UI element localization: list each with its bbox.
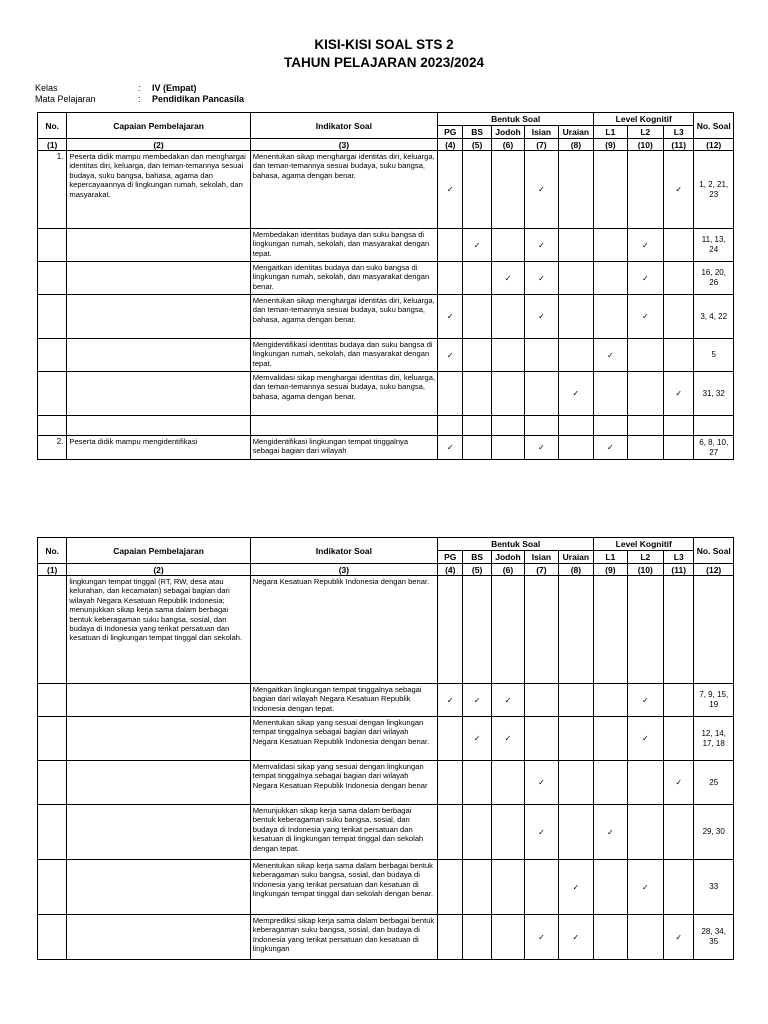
capaian-cell bbox=[67, 684, 250, 717]
kisi-table-page1 bbox=[37, 112, 734, 460]
check-icon: ✓ bbox=[438, 684, 463, 717]
mapel-label: Mata Pelajaran bbox=[35, 94, 96, 104]
table-row bbox=[38, 436, 734, 460]
empty-cell bbox=[491, 229, 524, 262]
col-num: (7) bbox=[525, 564, 558, 576]
capaian-cell: lingkungan tempat tinggal (RT, RW, desa atau kelurahan, dan kecamatan) sebagai bagian dari wilayah Negara Kesatuan Republik Indonesia; menunjukkan sikap kerja sama dalam berbagai bentuk keberagaman suku bangsa, sosial, dan budaya di Indonesia yang terikat persatuan dan kesatuan di lingkungan tempat tinggal dan sekolah. bbox=[67, 576, 250, 684]
table-row bbox=[38, 262, 734, 295]
empty-cell bbox=[558, 229, 594, 262]
header-l2: L2 bbox=[627, 126, 663, 139]
empty-cell bbox=[558, 262, 594, 295]
empty-cell bbox=[525, 576, 558, 684]
header-no-soal: No. Soal bbox=[694, 538, 734, 564]
empty-cell bbox=[558, 805, 594, 860]
empty-cell bbox=[438, 761, 463, 805]
empty-cell bbox=[594, 684, 627, 717]
col-num: (1) bbox=[38, 139, 67, 151]
row-number bbox=[38, 684, 67, 717]
capaian-cell: Peserta didik mampu mengidentifikasi bbox=[67, 436, 250, 460]
col-num: (3) bbox=[250, 139, 437, 151]
row-number bbox=[38, 229, 67, 262]
table-row bbox=[38, 684, 734, 717]
empty-cell bbox=[627, 805, 663, 860]
empty-cell bbox=[594, 860, 627, 915]
empty-cell bbox=[491, 416, 524, 436]
col-num: (8) bbox=[558, 139, 594, 151]
empty-cell bbox=[491, 436, 524, 460]
header-l3: L3 bbox=[664, 551, 694, 564]
kisi-table-page2 bbox=[37, 537, 734, 960]
col-num: (4) bbox=[438, 564, 463, 576]
capaian-cell bbox=[67, 860, 250, 915]
empty-cell bbox=[491, 339, 524, 372]
empty-cell bbox=[664, 262, 694, 295]
header-capaian: Capaian Pembelajaran bbox=[67, 538, 250, 564]
kelas-colon: : bbox=[138, 83, 141, 93]
table-row bbox=[38, 339, 734, 372]
check-icon: ✓ bbox=[558, 860, 594, 915]
col-num: (6) bbox=[491, 139, 524, 151]
check-icon: ✓ bbox=[463, 229, 491, 262]
check-icon: ✓ bbox=[463, 717, 491, 761]
capaian-cell bbox=[67, 295, 250, 339]
table-row bbox=[38, 416, 734, 436]
col-num: (11) bbox=[664, 564, 694, 576]
empty-cell bbox=[558, 717, 594, 761]
empty-cell bbox=[627, 576, 663, 684]
empty-cell bbox=[438, 915, 463, 960]
check-icon: ✓ bbox=[525, 761, 558, 805]
header-pg: PG bbox=[438, 551, 463, 564]
empty-cell bbox=[664, 717, 694, 761]
check-icon: ✓ bbox=[525, 295, 558, 339]
indikator-cell: Menentukan sikap menghargai identitas diri, keluarga, dan teman-temannya sesuai budaya, suku bangsa, bahasa, agama dengan benar. bbox=[250, 151, 437, 229]
header-level-kognitif: Level Kognitif bbox=[594, 113, 694, 126]
table-row bbox=[38, 717, 734, 761]
col-num: (5) bbox=[463, 139, 491, 151]
capaian-cell bbox=[67, 262, 250, 295]
col-num: (1) bbox=[38, 564, 67, 576]
header-capaian: Capaian Pembelajaran bbox=[67, 113, 250, 139]
no-soal-cell: 25 bbox=[694, 761, 734, 805]
empty-cell bbox=[525, 416, 558, 436]
empty-cell bbox=[627, 151, 663, 229]
header-uraian: Uraian bbox=[558, 126, 594, 139]
indikator-cell: Menentukan sikap kerja sama dalam berbagai bentuk keberagaman suku bangsa, sosial, dan budaya di Indonesia yang terikat persatuan dan kesatuan di lingkungan tempat tinggal dan sekolah dengan benar. bbox=[250, 860, 437, 915]
empty-cell bbox=[627, 339, 663, 372]
empty-cell bbox=[627, 372, 663, 416]
capaian-cell: Peserta didik mampu membedakan dan menghargai identitas diri, keluarga, dan teman-temannya sesuai budaya, suku bangsa, bahasa, agama dan kepercayaannya di lingkungan rumah, sekolah, dan masyarakat. bbox=[67, 151, 250, 229]
empty-cell bbox=[491, 372, 524, 416]
check-icon: ✓ bbox=[627, 860, 663, 915]
check-icon: ✓ bbox=[627, 262, 663, 295]
empty-cell bbox=[491, 151, 524, 229]
empty-cell bbox=[525, 372, 558, 416]
capaian-cell bbox=[67, 915, 250, 960]
col-num: (9) bbox=[594, 139, 627, 151]
indikator-cell: Memprediksi sikap kerja sama dalam berbagai bentuk keberagaman suku bangsa, sosial, dan budaya di Indonesia yang terikat persatuan dan kesatuan di lingkungan bbox=[250, 915, 437, 960]
kelas-label: Kelas bbox=[35, 83, 58, 93]
col-num: (12) bbox=[694, 139, 734, 151]
empty-cell bbox=[463, 295, 491, 339]
check-icon: ✓ bbox=[627, 229, 663, 262]
header-l3: L3 bbox=[664, 126, 694, 139]
col-num: (2) bbox=[67, 564, 250, 576]
indikator-cell bbox=[250, 416, 437, 436]
empty-cell bbox=[463, 416, 491, 436]
empty-cell bbox=[491, 576, 524, 684]
kelas-value: IV (Empat) bbox=[152, 83, 197, 93]
col-num: (5) bbox=[463, 564, 491, 576]
empty-cell bbox=[664, 436, 694, 460]
empty-cell bbox=[594, 372, 627, 416]
table-row bbox=[38, 372, 734, 416]
empty-cell bbox=[594, 717, 627, 761]
no-soal-cell bbox=[694, 576, 734, 684]
check-icon: ✓ bbox=[525, 262, 558, 295]
col-num: (8) bbox=[558, 564, 594, 576]
no-soal-cell: 12, 14, 17, 18 bbox=[694, 717, 734, 761]
no-soal-cell bbox=[694, 416, 734, 436]
empty-cell bbox=[627, 915, 663, 960]
check-icon: ✓ bbox=[491, 262, 524, 295]
empty-cell bbox=[438, 372, 463, 416]
no-soal-cell: 31, 32 bbox=[694, 372, 734, 416]
indikator-cell: Menentukan sikap yang sesuai dengan lingkungan tempat tinggalnya sebagai bagian dari wilayah Negara Kesatuan Republik Indonesia dengan benar. bbox=[250, 717, 437, 761]
mapel-colon: : bbox=[138, 94, 141, 104]
page-subtitle: TAHUN PELAJARAN 2023/2024 bbox=[283, 55, 485, 70]
empty-cell bbox=[463, 262, 491, 295]
header-bs: BS bbox=[463, 126, 491, 139]
capaian-cell bbox=[67, 339, 250, 372]
check-icon: ✓ bbox=[558, 915, 594, 960]
check-icon: ✓ bbox=[525, 805, 558, 860]
check-icon: ✓ bbox=[664, 372, 694, 416]
row-number bbox=[38, 576, 67, 684]
header-no-soal: No. Soal bbox=[694, 113, 734, 139]
empty-cell bbox=[558, 416, 594, 436]
indikator-cell: Mengaitkan identitas budaya dan suku bangsa di lingkungan rumah, sekolah, dan masyarakat dengan benar. bbox=[250, 262, 437, 295]
mapel-line bbox=[35, 94, 244, 104]
empty-cell bbox=[525, 860, 558, 915]
check-icon: ✓ bbox=[594, 339, 627, 372]
empty-cell bbox=[664, 860, 694, 915]
check-icon: ✓ bbox=[525, 151, 558, 229]
empty-cell bbox=[558, 151, 594, 229]
empty-cell bbox=[664, 295, 694, 339]
check-icon: ✓ bbox=[438, 436, 463, 460]
empty-cell bbox=[438, 262, 463, 295]
empty-cell bbox=[438, 717, 463, 761]
capaian-cell bbox=[67, 372, 250, 416]
check-icon: ✓ bbox=[525, 229, 558, 262]
header-l1: L1 bbox=[594, 126, 627, 139]
table-row bbox=[38, 151, 734, 229]
indikator-cell: Mengaitkan lingkungan tempat tinggalnya sebagai bagian dari wilayah Negara Kesatuan Republik Indonesia dengan tepat. bbox=[250, 684, 437, 717]
check-icon: ✓ bbox=[438, 151, 463, 229]
empty-cell bbox=[438, 860, 463, 915]
header-bs: BS bbox=[463, 551, 491, 564]
col-num: (2) bbox=[67, 139, 250, 151]
indikator-cell: Mengidentifikasi lingkungan tempat tinggalnya sebagai bagian dari wilayah bbox=[250, 436, 437, 460]
table-row bbox=[38, 295, 734, 339]
empty-cell bbox=[463, 915, 491, 960]
col-num: (7) bbox=[525, 139, 558, 151]
no-soal-cell: 7, 9, 15, 19 bbox=[694, 684, 734, 717]
empty-cell bbox=[463, 576, 491, 684]
capaian-cell bbox=[67, 761, 250, 805]
empty-cell bbox=[438, 576, 463, 684]
empty-cell bbox=[558, 339, 594, 372]
no-soal-cell: 5 bbox=[694, 339, 734, 372]
col-num: (11) bbox=[664, 139, 694, 151]
empty-cell bbox=[463, 761, 491, 805]
empty-cell bbox=[525, 717, 558, 761]
table-row bbox=[38, 761, 734, 805]
indikator-cell: Memvalidasi sikap menghargai identitas diri, keluarga, dan teman-temannya sesuai budaya, suku bangsa, bahasa, agama dengan benar. bbox=[250, 372, 437, 416]
table-row bbox=[38, 805, 734, 860]
empty-cell bbox=[438, 416, 463, 436]
check-icon: ✓ bbox=[491, 717, 524, 761]
no-soal-cell: 3, 4, 22 bbox=[694, 295, 734, 339]
indikator-cell: Memvalidasi sikap yang sesuai dengan lingkungan tempat tinggalnya sebagai bagian dari wilayah Negara Kesatuan Republik Indonesia dengan benar bbox=[250, 761, 437, 805]
check-icon: ✓ bbox=[525, 915, 558, 960]
empty-cell bbox=[664, 576, 694, 684]
empty-cell bbox=[463, 151, 491, 229]
empty-cell bbox=[664, 229, 694, 262]
empty-cell bbox=[664, 416, 694, 436]
empty-cell bbox=[463, 805, 491, 860]
no-soal-cell: 28, 34, 35 bbox=[694, 915, 734, 960]
empty-cell bbox=[491, 805, 524, 860]
empty-cell bbox=[558, 436, 594, 460]
empty-cell bbox=[438, 229, 463, 262]
table-row bbox=[38, 860, 734, 915]
empty-cell bbox=[594, 416, 627, 436]
col-num: (12) bbox=[694, 564, 734, 576]
column-number-row bbox=[38, 564, 734, 576]
row-number bbox=[38, 295, 67, 339]
col-num: (10) bbox=[627, 139, 663, 151]
indikator-cell: Menentukan sikap menghargai identitas diri, keluarga, dan teman-temannya sesuai budaya, suku bangsa, bahasa, agama dengan benar. bbox=[250, 295, 437, 339]
table-row bbox=[38, 229, 734, 262]
check-icon: ✓ bbox=[627, 684, 663, 717]
check-icon: ✓ bbox=[664, 761, 694, 805]
empty-cell bbox=[525, 339, 558, 372]
check-icon: ✓ bbox=[438, 339, 463, 372]
row-number bbox=[38, 339, 67, 372]
empty-cell bbox=[525, 684, 558, 717]
header-no: No. bbox=[38, 538, 67, 564]
header-l2: L2 bbox=[627, 551, 663, 564]
empty-cell bbox=[558, 295, 594, 339]
header-l1: L1 bbox=[594, 551, 627, 564]
empty-cell bbox=[627, 436, 663, 460]
empty-cell bbox=[594, 229, 627, 262]
no-soal-cell: 6, 8, 10, 27 bbox=[694, 436, 734, 460]
row-number bbox=[38, 805, 67, 860]
col-num: (10) bbox=[627, 564, 663, 576]
check-icon: ✓ bbox=[558, 372, 594, 416]
empty-cell bbox=[558, 576, 594, 684]
check-icon: ✓ bbox=[491, 684, 524, 717]
check-icon: ✓ bbox=[463, 684, 491, 717]
empty-cell bbox=[594, 151, 627, 229]
no-soal-cell: 1, 2, 21, 23 bbox=[694, 151, 734, 229]
check-icon: ✓ bbox=[627, 717, 663, 761]
header-isian: Isian bbox=[525, 126, 558, 139]
empty-cell bbox=[627, 416, 663, 436]
indikator-cell: Mengidentifikasi identitas budaya dan suku bangsa di lingkungan rumah, sekolah, dan masyarakat dengan tepat. bbox=[250, 339, 437, 372]
indikator-cell: Membedakan identitas budaya dan suku bangsa di lingkungan rumah, sekolah, dan masyarakat dengan tepat. bbox=[250, 229, 437, 262]
row-number bbox=[38, 262, 67, 295]
header-indikator: Indikator Soal bbox=[250, 538, 437, 564]
col-num: (3) bbox=[250, 564, 437, 576]
empty-cell bbox=[463, 436, 491, 460]
empty-cell bbox=[664, 339, 694, 372]
row-number: 1. bbox=[38, 151, 67, 229]
header-bentuk-soal: Bentuk Soal bbox=[438, 538, 594, 551]
empty-cell bbox=[491, 915, 524, 960]
empty-cell bbox=[491, 295, 524, 339]
header-jodoh: Jodoh bbox=[491, 126, 524, 139]
empty-cell bbox=[594, 295, 627, 339]
table-row bbox=[38, 576, 734, 684]
empty-cell bbox=[558, 761, 594, 805]
header-isian: Isian bbox=[525, 551, 558, 564]
no-soal-cell: 33 bbox=[694, 860, 734, 915]
table-row bbox=[38, 915, 734, 960]
check-icon: ✓ bbox=[525, 436, 558, 460]
empty-cell bbox=[594, 915, 627, 960]
table-body-page2 bbox=[38, 576, 734, 960]
row-number: 2. bbox=[38, 436, 67, 460]
header-jodoh: Jodoh bbox=[491, 551, 524, 564]
page-title: KISI-KISI SOAL STS 2 bbox=[314, 37, 454, 52]
check-icon: ✓ bbox=[594, 805, 627, 860]
capaian-cell bbox=[67, 229, 250, 262]
capaian-cell bbox=[67, 416, 250, 436]
col-num: (4) bbox=[438, 139, 463, 151]
row-number bbox=[38, 717, 67, 761]
check-icon: ✓ bbox=[594, 436, 627, 460]
header-pg: PG bbox=[438, 126, 463, 139]
column-number-row bbox=[38, 139, 734, 151]
header-uraian: Uraian bbox=[558, 551, 594, 564]
capaian-cell bbox=[67, 717, 250, 761]
header-indikator: Indikator Soal bbox=[250, 113, 437, 139]
indikator-cell: Negara Kesatuan Republik Indonesia dengan benar. bbox=[250, 576, 437, 684]
empty-cell bbox=[594, 262, 627, 295]
check-icon: ✓ bbox=[627, 295, 663, 339]
row-number bbox=[38, 372, 67, 416]
empty-cell bbox=[491, 761, 524, 805]
row-number bbox=[38, 761, 67, 805]
no-soal-cell: 11, 13, 24 bbox=[694, 229, 734, 262]
empty-cell bbox=[438, 805, 463, 860]
empty-cell bbox=[594, 576, 627, 684]
empty-cell bbox=[594, 761, 627, 805]
header-bentuk-soal: Bentuk Soal bbox=[438, 113, 594, 126]
check-icon: ✓ bbox=[664, 151, 694, 229]
empty-cell bbox=[463, 372, 491, 416]
row-number bbox=[38, 416, 67, 436]
empty-cell bbox=[558, 684, 594, 717]
table-body-page1 bbox=[38, 151, 734, 460]
mapel-value: Pendidikan Pancasila bbox=[152, 94, 245, 104]
empty-cell bbox=[627, 761, 663, 805]
no-soal-cell: 29, 30 bbox=[694, 805, 734, 860]
empty-cell bbox=[463, 339, 491, 372]
empty-cell bbox=[664, 805, 694, 860]
check-icon: ✓ bbox=[664, 915, 694, 960]
empty-cell bbox=[491, 860, 524, 915]
row-number bbox=[38, 915, 67, 960]
no-soal-cell: 16, 20, 26 bbox=[694, 262, 734, 295]
col-num: (6) bbox=[491, 564, 524, 576]
capaian-cell bbox=[67, 805, 250, 860]
empty-cell bbox=[463, 860, 491, 915]
row-number bbox=[38, 860, 67, 915]
check-icon: ✓ bbox=[438, 295, 463, 339]
col-num: (9) bbox=[594, 564, 627, 576]
header-no: No. bbox=[38, 113, 67, 139]
kelas-line bbox=[35, 83, 197, 93]
indikator-cell: Menunjukkan sikap kerja sama dalam berbagai bentuk keberagaman suku bangsa, sosial, dan budaya di Indonesia yang terikat persatuan dan kesatuan di lingkungan tempat tinggal dan sekolah dengan tepat. bbox=[250, 805, 437, 860]
empty-cell bbox=[664, 684, 694, 717]
header-level-kognitif: Level Kognitif bbox=[594, 538, 694, 551]
